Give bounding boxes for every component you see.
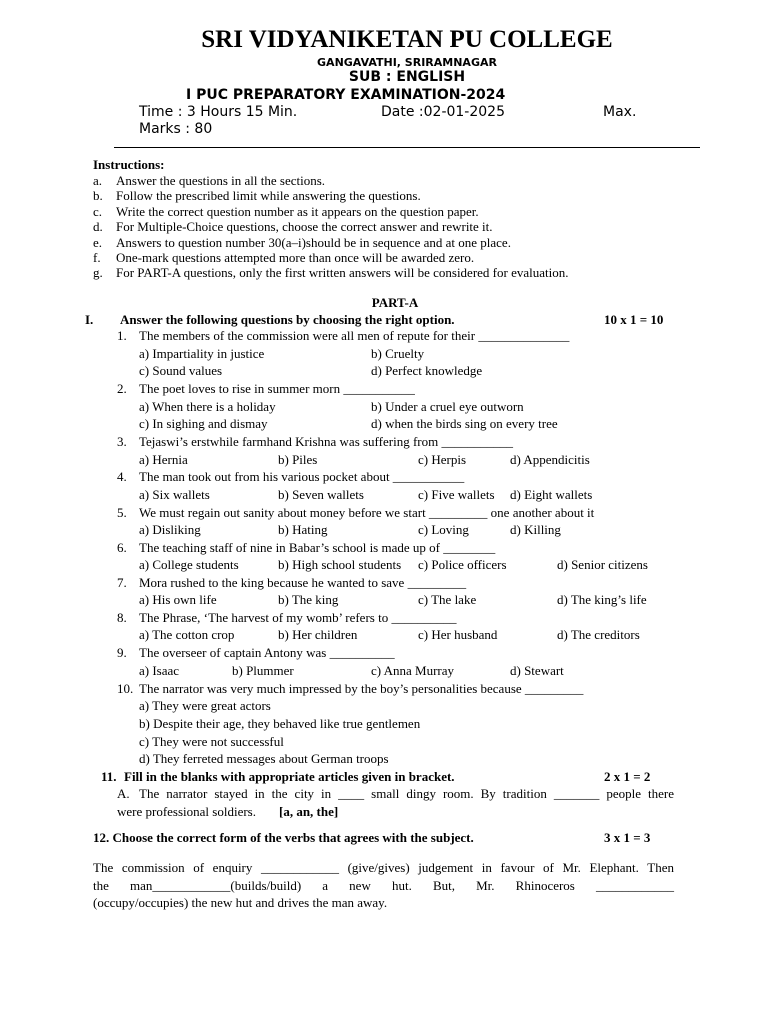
- exam-time: Time : 3 Hours 15 Min.: [139, 104, 298, 120]
- instruction-text: Write the correct question number as it appears on the question paper.: [116, 204, 479, 219]
- question-number: 4.: [117, 469, 127, 484]
- section-title: Answer the following questions by choosing the right option.: [120, 312, 455, 327]
- option: c) Loving: [418, 522, 469, 537]
- option: d) Stewart: [510, 663, 564, 678]
- option: d) The creditors: [557, 627, 640, 642]
- question-number: 7.: [117, 575, 127, 590]
- option: d) when the birds sing on every tree: [371, 416, 558, 431]
- option: b) Seven wallets: [278, 487, 364, 502]
- option: a) Impartiality in justice: [139, 346, 265, 361]
- instructions-heading: Instructions:: [93, 157, 165, 172]
- question-number: 8.: [117, 610, 127, 625]
- q11-line-1: The narrator stayed in the city in ____ small dingy room. By tradition _______ people there: [139, 786, 674, 801]
- section-number: I.: [85, 312, 94, 327]
- option: d) Senior citizens: [557, 557, 648, 572]
- option: b) Her children: [278, 627, 358, 642]
- option: a) His own life: [139, 592, 217, 607]
- option: d) The king’s life: [557, 592, 647, 607]
- q11-title: Fill in the blanks with appropriate articles given in bracket.: [124, 769, 455, 784]
- question-text: The poet loves to rise in summer morn ___________: [139, 381, 415, 396]
- q12-marks: 3 x 1 = 3: [604, 830, 651, 845]
- q11-line-2: were professional soldiers.: [117, 804, 256, 819]
- instruction-letter: f.: [93, 250, 101, 265]
- option: a) They were great actors: [139, 698, 271, 713]
- option: b) Despite their age, they behaved like true gentlemen: [139, 716, 421, 731]
- option: c) In sighing and dismay: [139, 416, 268, 431]
- option: c) Herpis: [418, 452, 467, 467]
- option: a) The cotton crop: [139, 627, 235, 642]
- instruction-text: Answer the questions in all the sections.: [116, 173, 326, 188]
- question-text: We must regain out sanity about money before we start _________ one another about it: [139, 505, 595, 520]
- question-number: 10.: [117, 681, 134, 696]
- question-text: Mora rushed to the king because he wanted to save _________: [139, 575, 467, 590]
- option: b) Plummer: [232, 663, 294, 678]
- option: d) Eight wallets: [510, 487, 593, 502]
- instruction-text: One-mark questions attempted more than once will be awarded zero.: [116, 250, 475, 265]
- q12-line-1: The commission of enquiry ____________ (give/gives) judgement in favour of Mr. Elephant. Then: [93, 860, 674, 875]
- option: c) The lake: [418, 592, 477, 607]
- instruction-text: For Multiple-Choice questions, choose the correct answer and rewrite it.: [116, 219, 493, 234]
- question-number: 2.: [117, 381, 127, 396]
- instruction-letter: b.: [93, 188, 103, 203]
- instruction-letter: d.: [93, 219, 103, 234]
- instruction-text: For PART-A questions, only the first written answers will be considered for evaluation.: [116, 265, 569, 280]
- question-number: 5.: [117, 505, 127, 520]
- option: c) Her husband: [418, 627, 498, 642]
- option: b) The king: [278, 592, 339, 607]
- question-number: 9.: [117, 645, 127, 660]
- option: a) Disliking: [139, 522, 201, 537]
- instruction-text: Follow the prescribed limit while answering the questions.: [116, 188, 421, 203]
- q11-item-letter: A.: [117, 786, 130, 801]
- header-divider: [114, 147, 700, 148]
- option: d) Perfect knowledge: [371, 363, 483, 378]
- question-number: 1.: [117, 328, 127, 343]
- instruction-text: Answers to question number 30(a–i)should be in sequence and at one place.: [116, 235, 511, 250]
- college-name: SRI VIDYANIKETAN PU COLLEGE: [201, 26, 613, 53]
- college-location: GANGAVATHI, SRIRAMNAGAR: [317, 56, 497, 69]
- q11-marks: 2 x 1 = 2: [604, 769, 651, 784]
- option: a) Hernia: [139, 452, 188, 467]
- option: a) College students: [139, 557, 239, 572]
- option: d) Killing: [510, 522, 561, 537]
- subject-line: SUB : ENGLISH: [348, 69, 466, 85]
- option: c) Five wallets: [418, 487, 495, 502]
- option: b) Cruelty: [371, 346, 425, 361]
- option: b) Hating: [278, 522, 328, 537]
- question-number: 6.: [117, 540, 127, 555]
- exam-title: I PUC PREPARATORY EXAMINATION-2024: [186, 87, 506, 103]
- instruction-letter: g.: [93, 265, 103, 280]
- option: d) Appendicitis: [510, 452, 590, 467]
- option: c) Anna Murray: [371, 663, 455, 678]
- option: c) Police officers: [418, 557, 507, 572]
- question-text: The narrator was very much impressed by the boy’s personalities because _________: [139, 681, 584, 696]
- option: b) High school students: [278, 557, 402, 572]
- max-label: Max.: [603, 104, 637, 120]
- instruction-letter: c.: [93, 204, 103, 219]
- option: c) Sound values: [139, 363, 223, 378]
- exam-date: Date :02-01-2025: [381, 104, 505, 120]
- instruction-letter: e.: [93, 235, 103, 250]
- question-text: The man took out from his various pocket about ___________: [139, 469, 465, 484]
- exam-marks: Marks : 80: [139, 121, 213, 137]
- option: a) When there is a holiday: [139, 399, 276, 414]
- q12-line-2: the man____________(builds/build) a new hut. But, Mr. Rhinoceros ____________: [93, 878, 674, 893]
- question-number: 3.: [117, 434, 127, 449]
- instruction-letter: a.: [93, 173, 103, 188]
- q11-number: 11.: [101, 769, 117, 784]
- option: d) They ferreted messages about German troops: [139, 751, 389, 766]
- part-a-heading: PART-A: [371, 295, 419, 310]
- option: b) Piles: [278, 452, 318, 467]
- section-marks: 10 x 1 = 10: [604, 312, 664, 327]
- question-text: The teaching staff of nine in Babar’s school is made up of ________: [139, 540, 496, 555]
- q12-line-3: (occupy/occupies) the new hut and drives the man away.: [93, 895, 388, 910]
- question-text: Tejaswi’s erstwhile farmhand Krishna was suffering from ___________: [139, 434, 513, 449]
- question-text: The Phrase, ‘The harvest of my womb’ refers to __________: [139, 610, 457, 625]
- option: c) They were not successful: [139, 734, 284, 749]
- option: a) Six wallets: [139, 487, 210, 502]
- question-text: The members of the commission were all men of repute for their ______________: [139, 328, 570, 343]
- q11-bracket: [a, an, the]: [279, 804, 339, 819]
- q12-title: 12. Choose the correct form of the verbs that agrees with the subject.: [93, 830, 474, 845]
- option: a) Isaac: [139, 663, 180, 678]
- question-text: The overseer of captain Antony was __________: [139, 645, 395, 660]
- option: b) Under a cruel eye outworn: [371, 399, 524, 414]
